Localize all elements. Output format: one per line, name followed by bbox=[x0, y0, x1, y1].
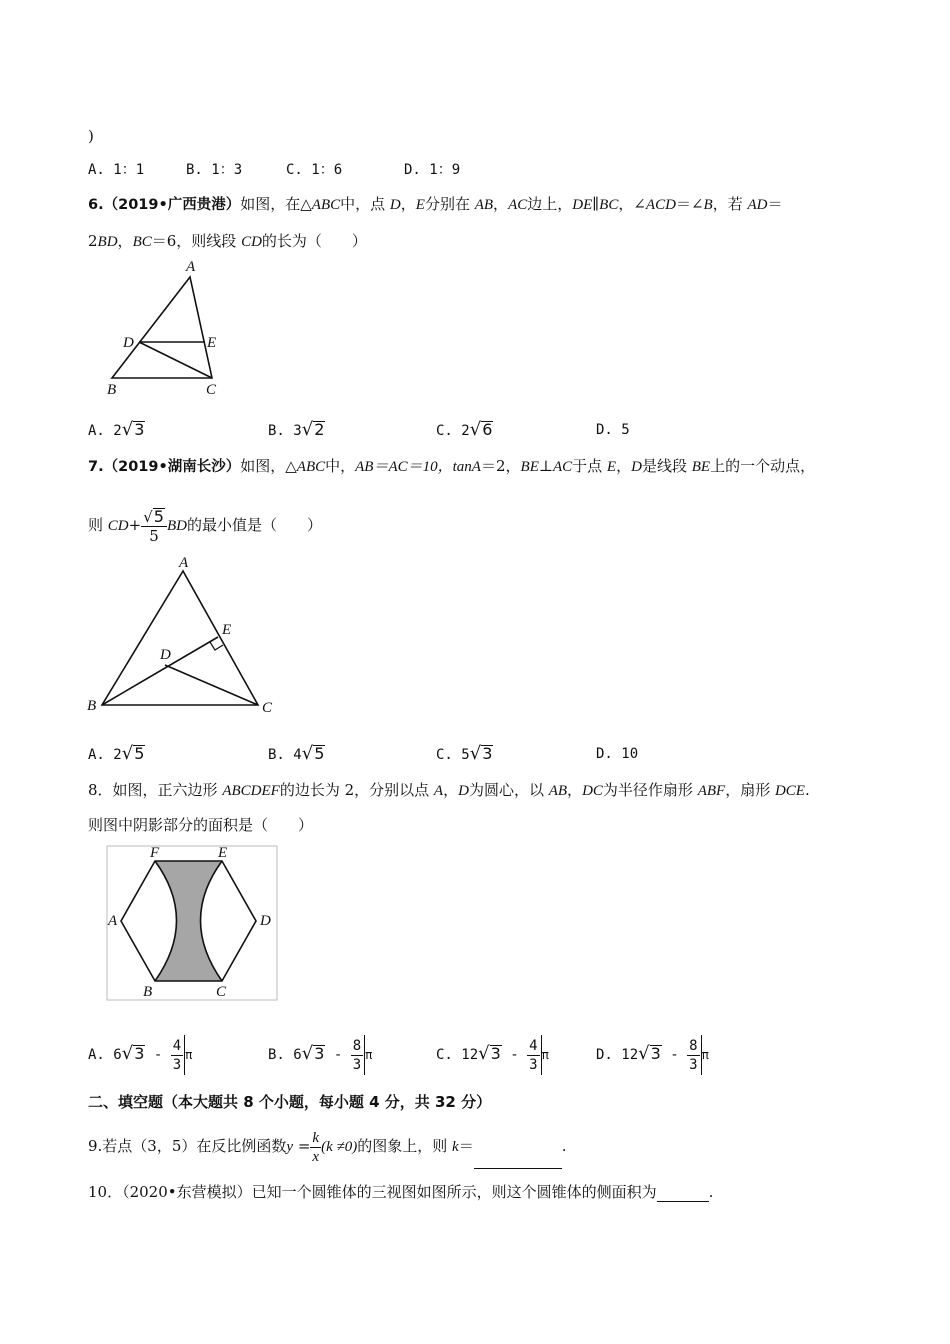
q6-comma4: ， bbox=[712, 195, 728, 213]
q6-t4: 边上， bbox=[527, 195, 573, 213]
q8-opt-c-pi: π bbox=[541, 1048, 549, 1062]
q5-option-c: C. 1：6 bbox=[286, 162, 343, 178]
q8-label-e: E bbox=[218, 845, 228, 861]
q7-fraction: $\frac{√5}{5}$ bbox=[141, 508, 167, 545]
q6-t3: 分别在 bbox=[424, 195, 475, 213]
q8-opt-a-frac bbox=[171, 1037, 183, 1074]
q9-eq: = bbox=[293, 1137, 311, 1155]
q8-opt-c-prefix: C. 12 bbox=[436, 1047, 479, 1063]
q8-label-b: B bbox=[143, 984, 153, 1000]
q6-comma5: ， bbox=[117, 232, 133, 250]
q8-opt-b-rad: 3 bbox=[314, 1044, 325, 1063]
q8-option-a: A. 6√3 - $\frac{4}{3}$ π bbox=[88, 1034, 192, 1075]
q6-eq2: ＝ bbox=[767, 195, 783, 213]
q8-opt-c-rad: 3 bbox=[490, 1044, 501, 1063]
q9-t2: 的图象上，则 bbox=[357, 1137, 453, 1155]
q8-opt-d-pi: π bbox=[701, 1048, 709, 1062]
q9-k: k bbox=[452, 1139, 459, 1155]
q8-opt-d-fd: 3 bbox=[689, 1056, 698, 1073]
q7-frac-num: 5 bbox=[153, 506, 164, 526]
q7-tan: tanA bbox=[452, 459, 481, 475]
q6-label-e: E bbox=[207, 335, 217, 351]
q6-ac: AC bbox=[508, 197, 528, 213]
q7-t1: 如图，△ bbox=[240, 457, 297, 475]
q8-option-c: C. 12√3 - $\frac{4}{3}$ π bbox=[436, 1034, 549, 1075]
q7-figure bbox=[80, 555, 290, 725]
q7-label-c: C bbox=[262, 700, 273, 716]
q6-text: 如图，在△ bbox=[240, 195, 312, 213]
q7-opt-a-prefix: A. 2 bbox=[88, 747, 122, 763]
q7-frac-den: 5 bbox=[149, 526, 159, 545]
q7-number: 7. bbox=[88, 459, 104, 475]
q6-ab: AB bbox=[474, 197, 494, 213]
q6-triangle-abc bbox=[112, 277, 212, 378]
q8-opt-d-frac bbox=[687, 1037, 699, 1074]
q8-opt-a-pi: π bbox=[185, 1048, 193, 1062]
q7-l2b: 的最小值是（ ） bbox=[186, 516, 322, 534]
q9-cond: (k ≠0) bbox=[321, 1139, 358, 1155]
q10-answer-blank[interactable] bbox=[657, 1185, 709, 1202]
q6-comma: ， bbox=[400, 195, 416, 213]
q7-label-a: A bbox=[179, 555, 189, 571]
q7-triangle-abc bbox=[102, 571, 258, 705]
q7-perp: BE⊥AC bbox=[520, 459, 573, 475]
q6-t5: 若 bbox=[727, 195, 748, 213]
q8-opt-c-fd: 3 bbox=[529, 1056, 538, 1073]
q8-ab: AB bbox=[548, 783, 568, 799]
q9-line bbox=[88, 1124, 566, 1168]
q6-ad: AD bbox=[747, 197, 768, 213]
q6-segment-cd bbox=[139, 342, 212, 378]
q7-tri: ABC bbox=[296, 459, 326, 475]
q8-opt-a-fn: 4 bbox=[172, 1037, 182, 1054]
q6-label-d: D bbox=[123, 335, 134, 351]
q8-opt-b-minus: - bbox=[325, 1047, 351, 1063]
q6-opt-a-rad: 3 bbox=[134, 420, 145, 439]
q6-angle-acd: ∠ACD bbox=[633, 197, 676, 213]
q8-abf: ABF bbox=[697, 783, 726, 799]
q9-t1: 9.若点（3，5）在反比例函数 bbox=[88, 1137, 287, 1155]
q7-bd: BD bbox=[166, 518, 187, 534]
q8-opt-c-minus: - bbox=[501, 1047, 528, 1063]
q7-cd: CD bbox=[107, 518, 129, 534]
q10-end: . bbox=[708, 1183, 714, 1201]
q8-opt-d-fn: 8 bbox=[689, 1037, 698, 1054]
q10-text: 10．（2020•东营模拟）已知一个圆锥体的三视图如图所示，则这个圆锥体的侧面积为 bbox=[88, 1183, 657, 1201]
q8-t3: 为半径作扇形 bbox=[602, 781, 698, 799]
q7-d: D bbox=[631, 459, 642, 475]
q7-t6: 上的一个动点， bbox=[710, 457, 816, 475]
q9-t4: . bbox=[561, 1137, 567, 1155]
q7-line1 bbox=[88, 456, 815, 477]
q7-option-d: D. 10 bbox=[596, 746, 639, 762]
q9-t3: ＝ bbox=[458, 1137, 474, 1155]
q9-answer-blank[interactable] bbox=[474, 1152, 562, 1169]
q6-eq: ＝ bbox=[675, 195, 691, 213]
q6-bc: BC bbox=[132, 234, 152, 250]
q6-tri: ABC bbox=[311, 197, 341, 213]
q8-opt-b-pi: π bbox=[365, 1048, 373, 1062]
q8-d: D bbox=[458, 783, 469, 799]
q6-option-d: D. 5 bbox=[596, 422, 630, 438]
q8-label-a: A bbox=[108, 913, 118, 929]
q8-label-f: F bbox=[150, 845, 160, 861]
q6-t7: 的长为（ ） bbox=[261, 232, 367, 250]
q6-comma2: ， bbox=[493, 195, 509, 213]
q5-option-d: D. 1：9 bbox=[404, 162, 461, 178]
q7-line2 bbox=[88, 503, 322, 547]
q7-opt-c-rad: 3 bbox=[482, 744, 493, 763]
section-2-heading: 二、填空题（本大题共 8 个小题，每小题 4 分，共 32 分） bbox=[88, 1093, 492, 1111]
q8-opt-c-fn: 4 bbox=[529, 1037, 538, 1054]
q8-t1: 的边长为 2，分别以点 bbox=[279, 781, 434, 799]
q6-t2: 中，点 bbox=[340, 195, 390, 213]
q6-line2 bbox=[88, 231, 367, 252]
q7-plus: + bbox=[128, 516, 142, 534]
q7-right-angle-mark bbox=[210, 642, 223, 650]
q7-e: E bbox=[606, 459, 617, 475]
q7-option-a: A. 2√5 bbox=[88, 743, 145, 764]
q8-label-d: D bbox=[260, 913, 271, 929]
q8-line1: 8．如图，正六边形 ABCDEF的边长为 2，分别以点 A，D为圆心，以 AB，DC为半径作扇形 ABF，扇形 DCE. bbox=[88, 781, 810, 799]
q8-opt-d-prefix: D. 12 bbox=[596, 1047, 639, 1063]
q6-eq6: ＝6 bbox=[151, 232, 177, 250]
q8-option-d: D. 12√3 - $\frac{8}{3}$ π bbox=[596, 1034, 709, 1075]
q9-y: y bbox=[286, 1139, 294, 1155]
q6-opt-c-prefix: C. 2 bbox=[436, 423, 470, 439]
q8-dce: DCE bbox=[774, 783, 805, 799]
q6-t6: ，则线段 bbox=[176, 232, 242, 250]
q8-t5: . bbox=[804, 781, 810, 799]
q8-opt-a-rad: 3 bbox=[134, 1044, 145, 1063]
q6-cd: CD bbox=[241, 234, 262, 250]
q6-opt-a-prefix: A. 2 bbox=[88, 423, 122, 439]
q9-frac-num: k bbox=[312, 1129, 320, 1146]
q5-option-a: A. 1：1 bbox=[88, 162, 145, 178]
q6-comma3: ， bbox=[618, 195, 634, 213]
q6-number: 6. bbox=[88, 197, 104, 213]
q8-opt-b-prefix: B. 6 bbox=[268, 1047, 302, 1063]
q6-angle-b: ∠B bbox=[690, 197, 713, 213]
q8-line2: 则图中阴影部分的面积是（ ） bbox=[88, 816, 314, 834]
q7-option-b: B. 4√5 bbox=[268, 743, 325, 764]
q8-opt-b-frac bbox=[351, 1037, 363, 1074]
q6-2: 2 bbox=[88, 232, 98, 250]
q6-d: D bbox=[389, 197, 401, 213]
q8-opt-a-minus: - bbox=[145, 1047, 171, 1063]
q6-opt-b-prefix: B. 3 bbox=[268, 423, 302, 439]
q5-option-b: B. 1：3 bbox=[186, 162, 243, 178]
q9-frac-den: x bbox=[312, 1148, 320, 1165]
q8-hex: ABCDEF bbox=[222, 783, 280, 799]
q8-t4: ，扇形 bbox=[725, 781, 775, 799]
q6-e: E bbox=[415, 197, 425, 213]
q8-opt-b-fn: 8 bbox=[352, 1037, 362, 1054]
q7-opt-a-rad: 5 bbox=[134, 744, 145, 763]
q8-opt-a-fd: 3 bbox=[172, 1056, 182, 1073]
q8-opt-c-frac bbox=[527, 1037, 539, 1074]
q7-option-c: C. 5√3 bbox=[436, 743, 493, 764]
q7-t4: ， bbox=[616, 457, 632, 475]
q9-fraction bbox=[310, 1129, 321, 1166]
q8-opt-d-rad: 3 bbox=[650, 1044, 661, 1063]
q8-figure bbox=[106, 845, 278, 1001]
q6-option-c: C. 2√6 bbox=[436, 419, 493, 440]
q7-be: BE bbox=[691, 459, 711, 475]
q8-option-b: B. 6√3 - $\frac{8}{3}$ π bbox=[268, 1034, 372, 1075]
q8-dc: DC bbox=[582, 783, 603, 799]
q6-line1 bbox=[88, 194, 783, 215]
q7-l2a: 则 bbox=[88, 516, 108, 534]
q7-label-b: B bbox=[87, 698, 97, 714]
q8-t0: 8．如图，正六边形 bbox=[88, 781, 223, 799]
q7-opt-c-prefix: C. 5 bbox=[436, 747, 470, 763]
q8-t2: 为圆心，以 bbox=[468, 781, 549, 799]
q6-option-a: A. 2√3 bbox=[88, 419, 145, 440]
q6-label-a: A bbox=[186, 259, 196, 275]
q7-source: （2019•湖南长沙） bbox=[103, 459, 241, 475]
q7-t5: 是线段 bbox=[641, 457, 692, 475]
q6-opt-b-rad: 2 bbox=[314, 420, 325, 439]
q6-option-b: B. 3√2 bbox=[268, 419, 325, 440]
q7-eqtan: ＝2， bbox=[480, 457, 521, 475]
q8-a: A bbox=[433, 783, 444, 799]
q6-label-b: B bbox=[107, 382, 117, 398]
q7-opt-b-rad: 5 bbox=[314, 744, 325, 763]
q7-label-d: D bbox=[160, 647, 171, 663]
q7-segment-dc bbox=[165, 665, 258, 705]
q8-opt-b-fd: 3 bbox=[352, 1056, 362, 1073]
q7-t3: 于点 bbox=[572, 457, 607, 475]
q8-opt-d-minus: - bbox=[661, 1047, 688, 1063]
q6-debc: DE∥BC bbox=[572, 197, 619, 213]
q7-eqpart: AB＝AC＝10， bbox=[355, 459, 453, 475]
q8-label-c: C bbox=[216, 984, 227, 1000]
q7-opt-b-prefix: B. 4 bbox=[268, 747, 302, 763]
q5-tail: ) bbox=[88, 127, 94, 145]
q6-bd: BD bbox=[97, 234, 118, 250]
q6-label-c: C bbox=[206, 382, 217, 398]
q10-line bbox=[88, 1182, 713, 1202]
q8-opt-a-prefix: A. 6 bbox=[88, 1047, 122, 1063]
q7-label-e: E bbox=[222, 622, 232, 638]
q7-t2: 中， bbox=[325, 457, 356, 475]
q6-source: （2019•广西贵港） bbox=[103, 197, 241, 213]
q6-figure bbox=[100, 255, 240, 400]
q6-opt-c-rad: 6 bbox=[482, 420, 493, 439]
